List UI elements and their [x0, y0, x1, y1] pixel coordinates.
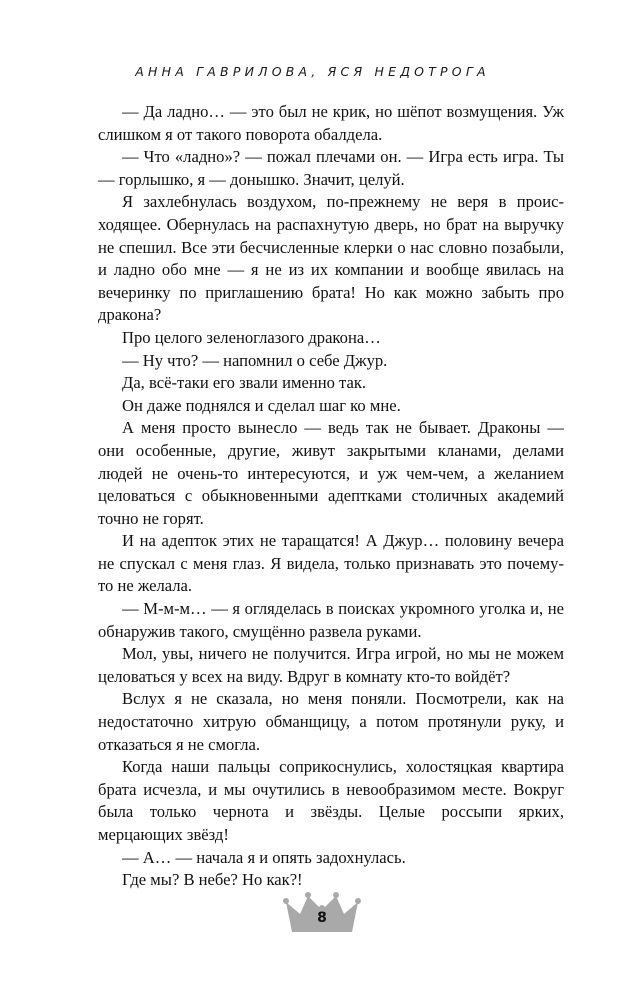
paragraph: Про целого зеленоглазого дракона… [122, 327, 381, 347]
paragraph: А меня просто вынесло — ведь так не бывает. Драконы — они особенные, другие, живут закрытыми кланами, делами людей не очень-то интересуются, и уж чем-чем, а желанием целоваться с обыкновенными адептками столичных академий точно не горят. [98, 418, 564, 528]
paragraph: — Что «ладно»? — пожал плечами он. — Игра есть игра. Ты — горлышко, я — донышко. Значит, целуй. [98, 147, 564, 189]
page-number: 8 [317, 910, 327, 926]
paragraph: Вслух я не сказала, но меня поняли. Посмотрели, как на недостаточно хитрую обманщицу, а потом протянули руку, и отказаться я не смогла. [98, 689, 564, 754]
paragraph: И на адепток этих не таращатся! А Джур… половину вечера не спускал с меня глаз. Я видела, только признавать это почему-то не желала. [98, 531, 564, 596]
paragraph: Когда наши пальцы соприкоснулись, холостяцкая квартира брата исчезла, и мы очутились в невообразимом месте. Вокруг была только чернота и звёзды. Целые россыпи ярких, мерцающих звёзд! [98, 757, 564, 844]
page-number-badge [282, 888, 362, 936]
paragraph: — Да ладно… — это был не крик, но шёпот возмущения. Уж слишком я от такого поворота обалдела. [98, 102, 564, 144]
paragraph: Да, всё-таки его звали именно так. [122, 373, 367, 393]
running-header: АННА ГАВРИЛОВА, ЯСЯ НЕДОТРОГА [135, 64, 490, 79]
paragraph: Я захлебнулась воздухом, по-прежнему не веря в происходящее. Обернулась на распахнутую дверь, но брат на выручку не спешил. Все эти бесчисленные клерки о нас словно позабыли, и ладно обо мне — я не из их компании и вообще явилась на вечеринку по приглашению брата! Но как можно забыть про дракона? [98, 192, 564, 325]
paragraph: Где мы? В небе? Но как?! [122, 870, 303, 890]
paragraph: Мол, увы, ничего не получится. Игра игрой, но мы не можем целоваться у всех на виду. Вдруг в комнату кто-то войдёт? [98, 644, 564, 686]
main-text [98, 101, 564, 892]
paragraph: — А… — начала я и опять задохнулась. [122, 847, 406, 867]
paragraph: — М-м-м… — я огляделась в поисках укромного уголка и, не обнаружив такого, смущённо развела руками. [98, 599, 564, 641]
paragraph: Он даже поднялся и сделал шаг ко мне. [122, 395, 401, 415]
paragraph: — Ну что? — напомнил о себе Джур. [122, 350, 388, 370]
